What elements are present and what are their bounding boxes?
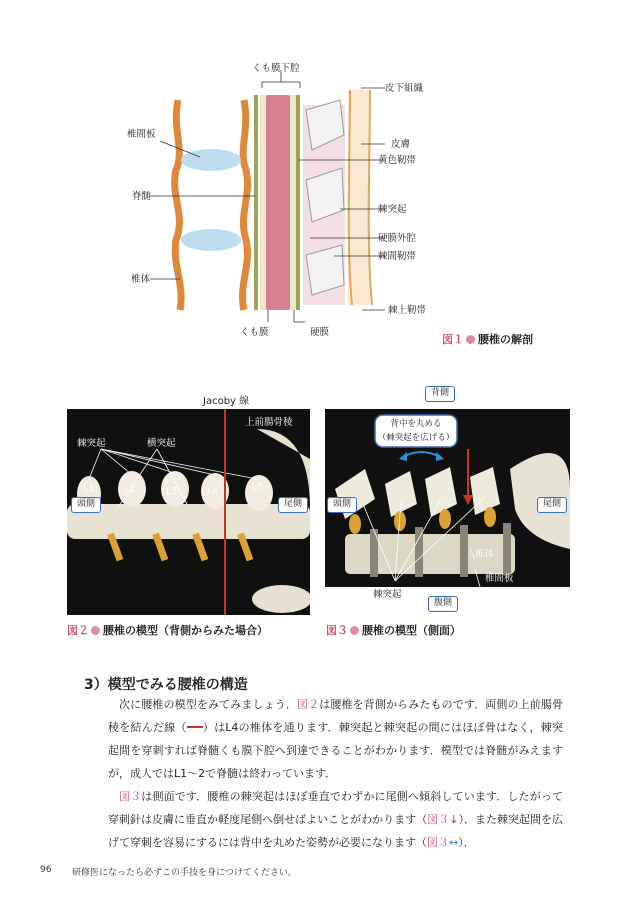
photo-label-iliac-crest: 上前腸骨稜	[245, 417, 293, 428]
p2-text-b: て穿刺針は皮膚に垂直か軽度尾側へ倒せばよいことがわかります（	[108, 790, 563, 826]
tag-dorsal: 背側	[425, 386, 455, 402]
label-L1: L1	[83, 483, 95, 494]
label-subarachnoid-space: くも膜下腔	[252, 63, 300, 74]
figure-2-number: 図２	[67, 624, 89, 637]
figure-1-number: 図１	[442, 333, 464, 346]
ref-figure-3-double-arrow[interactable]: 図３	[427, 836, 449, 849]
p2-text-e: ）．	[458, 836, 475, 849]
figure-2-title: 腰椎の模型（背側からみた場合）	[103, 624, 268, 637]
label-disc: 椎間板	[127, 129, 156, 140]
tag-tail-side: 尾側	[278, 497, 308, 513]
bullet-dot-icon	[350, 626, 359, 635]
ref-figure-3[interactable]: 図３	[119, 790, 142, 803]
label-epidural-space: 硬膜外腔	[378, 233, 417, 244]
label-arachnoid: くも膜	[240, 327, 269, 338]
label-jacoby-line: Jacoby 線	[203, 396, 250, 407]
speech-bubble	[375, 417, 457, 445]
paragraph-1	[108, 693, 563, 785]
red-line-icon	[187, 726, 203, 728]
photo-label-transverse-process: 横突起	[147, 438, 176, 449]
label-spinous-process: 棘突起	[378, 204, 407, 215]
p1-text-a: 次に腰椎の模型をみてみましょう．	[119, 698, 297, 711]
label-L3: L3	[166, 486, 178, 497]
label-ligamentum-flavum: 黄色靭帯	[378, 155, 417, 166]
page-number: 96	[40, 865, 52, 875]
label-spinous-process: 棘突起	[373, 589, 402, 600]
disc-upper	[181, 149, 241, 171]
label-supraspinous-ligament: 棘上靭帯	[388, 305, 427, 316]
p2-text-c: ）．また棘突起間	[458, 813, 541, 826]
label-dura: 硬膜	[310, 327, 330, 338]
figure-3-title: 腰椎の模型（側面）	[362, 624, 461, 637]
photo-label-disc: 椎間板	[485, 573, 514, 584]
p1-text-f: えますが，成人ではL1〜2で脊髄は終わっています．	[108, 744, 563, 780]
label-L2: L2	[124, 484, 136, 495]
p2-text-d: を広げて穿刺を容易にするには背中を丸めた姿勢が必要になります（	[108, 813, 564, 849]
paragraph-2	[108, 785, 563, 854]
label-interspinous-ligament: 棘間靭帯	[378, 251, 417, 262]
tag-head-side: 頭側	[71, 497, 101, 513]
tag-head-side: 頭側	[327, 497, 357, 513]
footer-text: 研修医になったら必ずこの手技を身につけてください。	[72, 868, 297, 878]
p1-text-d: ）はL4の椎体を通ります．棘突起と棘突起の間にはほぼ骨はなく，	[202, 721, 541, 734]
disc-lower	[181, 229, 241, 251]
bubble-line-2: （棘突起を広げる）	[377, 433, 455, 443]
figure-2-caption	[67, 622, 268, 638]
figure-3-number: 図３	[326, 624, 348, 637]
bullet-dot-icon	[466, 335, 475, 344]
p1-text-e: 棘突起間を穿刺すれば脊髄くも膜下腔へ到達できることがわかります．模型では脊髄がみ	[108, 721, 563, 757]
photo-lumbar-dorsal	[67, 409, 310, 615]
label-subcutaneous-tissue: 皮下組織	[385, 83, 424, 94]
label-spinal-cord: 脊髄	[132, 191, 152, 202]
ref-figure-2[interactable]: 図２	[297, 698, 320, 711]
photo-lumbar-lateral	[325, 409, 570, 587]
ref-figure-3-arrow[interactable]: 図３	[427, 813, 450, 826]
red-down-arrow-icon: ↓	[449, 813, 459, 826]
bullet-dot-icon	[91, 626, 100, 635]
p1-text-b: は腰椎を背側からみたものです．両側の上前腸	[319, 698, 552, 711]
spine-anatomy-diagram	[0, 0, 637, 330]
section-title: 3）模型でみる腰椎の構造	[84, 677, 248, 693]
photo-label-vertebral-body: 椎体	[475, 549, 495, 560]
p1-text-c: 骨稜を結んだ線（	[108, 698, 563, 734]
tag-ventral: 腹側	[428, 596, 458, 612]
label-L5: L5	[252, 482, 264, 493]
p2-text-a: は側面です．腰椎の棘突起はほぼ垂直でわずかに尾側へ傾斜しています．したがっ	[141, 790, 552, 803]
tag-tail-side: 尾側	[537, 497, 567, 513]
label-L4: L4	[207, 486, 219, 497]
figure-3-caption	[326, 622, 461, 638]
photo-label-spinous-process: 棘突起	[77, 438, 106, 449]
figure-1-title: 腰椎の解剖	[478, 333, 533, 346]
figure-1-caption	[442, 331, 533, 347]
label-vertebral-body: 椎体	[131, 274, 151, 285]
label-skin: 皮膚	[391, 139, 411, 150]
blue-double-arrow-icon: ↔	[449, 836, 459, 849]
bubble-line-1: 背中を丸める	[390, 419, 442, 429]
